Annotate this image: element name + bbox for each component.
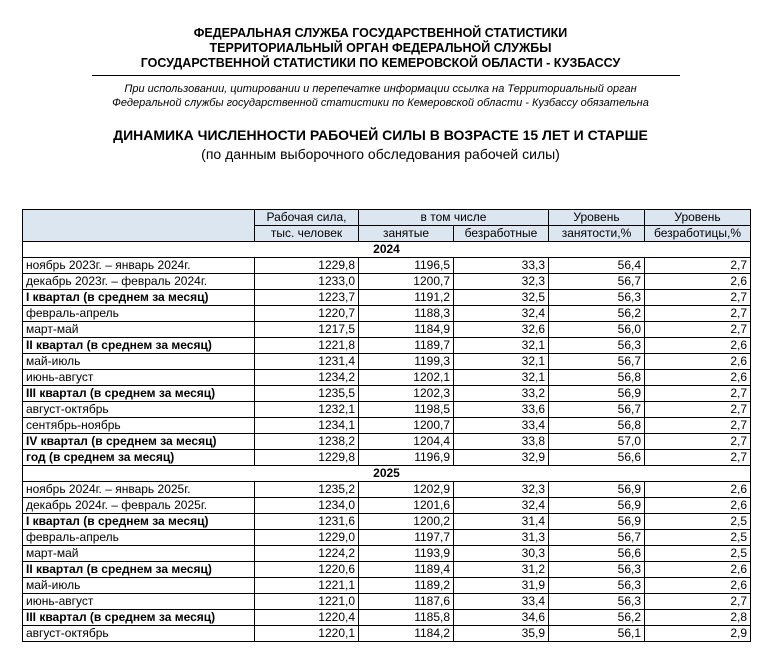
employed-cell: 1189,7 xyxy=(359,338,454,354)
labor-force-cell: 1224,2 xyxy=(255,546,359,562)
labor-force-cell: 1234,1 xyxy=(255,418,359,434)
unemployment-rate-cell: 2,6 xyxy=(645,354,751,370)
unemployment-rate-header: Уровень xyxy=(645,210,751,226)
labor-force-cell: 1220,6 xyxy=(255,562,359,578)
labor-force-cell: 1220,4 xyxy=(255,610,359,626)
unemployment-rate-cell: 2,7 xyxy=(645,450,751,466)
unemployed-cell: 32,6 xyxy=(454,322,549,338)
employed-cell: 1199,3 xyxy=(359,354,454,370)
period-cell: IV квартал (в среднем за месяц) xyxy=(23,434,255,450)
unemployed-cell: 32,1 xyxy=(454,370,549,386)
employed-cell: 1188,3 xyxy=(359,306,454,322)
employment-rate-cell: 57,0 xyxy=(549,434,645,450)
employed-cell: 1202,3 xyxy=(359,386,454,402)
labor-force-cell: 1229,8 xyxy=(255,258,359,274)
period-cell: август-октябрь xyxy=(23,626,255,642)
citation-note-line-1: При использовании, цитировании и перепечатке информации ссылка на Территориальный орган xyxy=(124,83,637,95)
period-cell: август-октябрь xyxy=(23,402,255,418)
employed-cell: 1196,9 xyxy=(359,450,454,466)
page-title: ДИНАМИКА ЧИСЛЕННОСТИ РАБОЧЕЙ СИЛЫ В ВОЗРАСТЕ 15 ЛЕТ И СТАРШЕ xyxy=(113,127,648,143)
employment-rate-cell: 56,3 xyxy=(549,562,645,578)
table-row xyxy=(23,482,751,498)
unemployment-rate-cell: 2,8 xyxy=(645,610,751,626)
employment-rate-cell: 56,9 xyxy=(549,498,645,514)
employed-cell: 1200,7 xyxy=(359,418,454,434)
unemployment-rate-cell: 2,5 xyxy=(645,530,751,546)
unemployment-rate-cell: 2,7 xyxy=(645,594,751,610)
table-row xyxy=(23,322,751,338)
employment-rate-header: Уровень xyxy=(549,210,645,226)
period-cell: II квартал (в среднем за месяц) xyxy=(23,562,255,578)
employed-cell: 1189,2 xyxy=(359,578,454,594)
unemployed-cell: 31,9 xyxy=(454,578,549,594)
labor-force-header: Рабочая сила, xyxy=(255,210,359,226)
labor-force-cell: 1221,8 xyxy=(255,338,359,354)
employment-rate-cell: 56,3 xyxy=(549,290,645,306)
table-row xyxy=(23,354,751,370)
unemployment-rate-cell: 2,6 xyxy=(645,370,751,386)
unemployed-cell: 32,4 xyxy=(454,498,549,514)
period-cell: II квартал (в среднем за месяц) xyxy=(23,338,255,354)
table-row xyxy=(23,546,751,562)
period-cell: год (в среднем за месяц) xyxy=(23,450,255,466)
unemployed-cell: 31,3 xyxy=(454,530,549,546)
unemployed-header: безработные xyxy=(454,226,549,242)
unemployment-rate-cell: 2,7 xyxy=(645,258,751,274)
unemployment-rate-cell: 2,7 xyxy=(645,418,751,434)
period-cell: июнь-август xyxy=(23,594,255,610)
labor-force-cell: 1232,1 xyxy=(255,402,359,418)
labor-force-cell: 1234,2 xyxy=(255,370,359,386)
employment-rate-cell: 56,7 xyxy=(549,402,645,418)
unemployed-cell: 32,1 xyxy=(454,354,549,370)
unemployed-cell: 32,5 xyxy=(454,290,549,306)
unemployment-rate-cell: 2,5 xyxy=(645,514,751,530)
employment-rate-cell: 56,3 xyxy=(549,338,645,354)
employed-cell: 1202,9 xyxy=(359,482,454,498)
employment-rate-unit-header: занятости,% xyxy=(549,226,645,242)
labor-force-cell: 1229,8 xyxy=(255,450,359,466)
unemployment-rate-cell: 2,6 xyxy=(645,578,751,594)
table-row xyxy=(23,402,751,418)
employment-rate-cell: 56,7 xyxy=(549,530,645,546)
employment-rate-cell: 56,8 xyxy=(549,370,645,386)
unemployment-rate-cell: 2,6 xyxy=(645,338,751,354)
period-cell: февраль-апрель xyxy=(23,306,255,322)
table-row xyxy=(23,626,751,642)
unemployment-rate-cell: 2,6 xyxy=(645,498,751,514)
labor-force-cell: 1220,7 xyxy=(255,306,359,322)
table-row xyxy=(23,562,751,578)
labor-force-cell: 1221,0 xyxy=(255,594,359,610)
employed-cell: 1201,6 xyxy=(359,498,454,514)
employment-rate-cell: 56,2 xyxy=(549,610,645,626)
table-row xyxy=(23,578,751,594)
table-row xyxy=(23,258,751,274)
period-cell: июнь-август xyxy=(23,370,255,386)
header-divider xyxy=(92,75,680,76)
period-cell: I квартал (в среднем за месяц) xyxy=(23,514,255,530)
labor-force-cell: 1220,1 xyxy=(255,626,359,642)
unemployed-cell: 31,4 xyxy=(454,514,549,530)
period-cell: декабрь 2023г. – февраль 2024г. xyxy=(23,274,255,290)
employment-rate-cell: 56,6 xyxy=(549,450,645,466)
unemployed-cell: 32,1 xyxy=(454,338,549,354)
unemployment-rate-cell: 2,7 xyxy=(645,402,751,418)
period-cell: III квартал (в среднем за месяц) xyxy=(23,610,255,626)
agency-name-line-2: ТЕРРИТОРИАЛЬНЫЙ ОРГАН ФЕДЕРАЛЬНОЙ СЛУЖБЫ xyxy=(209,41,552,55)
labor-force-cell: 1231,4 xyxy=(255,354,359,370)
table-row xyxy=(23,434,751,450)
employment-rate-cell: 56,2 xyxy=(549,306,645,322)
unemployed-cell: 32,3 xyxy=(454,482,549,498)
table-row xyxy=(23,306,751,322)
labor-force-cell: 1231,6 xyxy=(255,514,359,530)
table-row xyxy=(23,338,751,354)
table-row xyxy=(23,450,751,466)
table-row xyxy=(23,370,751,386)
table-row xyxy=(23,530,751,546)
employed-cell: 1184,9 xyxy=(359,322,454,338)
employed-cell: 1197,7 xyxy=(359,530,454,546)
including-header: в том числе xyxy=(359,210,549,226)
unemployment-rate-cell: 2,7 xyxy=(645,306,751,322)
page-subtitle: (по данным выборочного обследования рабочей силы) xyxy=(201,146,560,162)
table-row xyxy=(23,290,751,306)
unemployment-rate-cell: 2,7 xyxy=(645,386,751,402)
unemployment-rate-cell: 2,7 xyxy=(645,434,751,450)
unemployment-rate-cell: 2,5 xyxy=(645,546,751,562)
employment-rate-cell: 56,9 xyxy=(549,482,645,498)
unemployed-cell: 32,3 xyxy=(454,274,549,290)
employed-header: занятые xyxy=(359,226,454,242)
unemployment-rate-unit-header: безработицы,% xyxy=(645,226,751,242)
employment-rate-cell: 56,3 xyxy=(549,594,645,610)
employment-rate-cell: 56,4 xyxy=(549,258,645,274)
employed-cell: 1198,5 xyxy=(359,402,454,418)
table-row xyxy=(23,610,751,626)
employment-rate-cell: 56,3 xyxy=(549,578,645,594)
employment-rate-cell: 56,9 xyxy=(549,386,645,402)
labor-force-table xyxy=(22,209,751,642)
unemployed-cell: 32,4 xyxy=(454,306,549,322)
unemployed-cell: 30,3 xyxy=(454,546,549,562)
employment-rate-cell: 56,0 xyxy=(549,322,645,338)
labor-force-cell: 1238,2 xyxy=(255,434,359,450)
unemployed-cell: 33,4 xyxy=(454,418,549,434)
employment-rate-cell: 56,6 xyxy=(549,546,645,562)
employed-cell: 1191,2 xyxy=(359,290,454,306)
employment-rate-cell: 56,8 xyxy=(549,418,645,434)
labor-force-cell: 1234,0 xyxy=(255,498,359,514)
table-row xyxy=(23,498,751,514)
labor-force-cell: 1235,5 xyxy=(255,386,359,402)
employment-rate-cell: 56,1 xyxy=(549,626,645,642)
period-cell: февраль-апрель xyxy=(23,530,255,546)
citation-note-line-2: Федеральной службы государственной статистики по Кемеровской области - Кузбассу обязательна xyxy=(112,97,649,109)
unemployed-cell: 35,9 xyxy=(454,626,549,642)
employment-rate-cell: 56,9 xyxy=(549,514,645,530)
table-row xyxy=(23,274,751,290)
year-row xyxy=(23,242,751,258)
period-cell: III квартал (в среднем за месяц) xyxy=(23,386,255,402)
table-row xyxy=(23,386,751,402)
period-cell: I квартал (в среднем за месяц) xyxy=(23,290,255,306)
labor-force-cell: 1221,1 xyxy=(255,578,359,594)
year-row xyxy=(23,466,751,482)
labor-force-cell: 1233,0 xyxy=(255,274,359,290)
agency-name-line-3: ГОСУДАРСТВЕННОЙ СТАТИСТИКИ ПО КЕМЕРОВСКОЙ ОБЛАСТИ - КУЗБАССУ xyxy=(140,56,621,70)
table-row xyxy=(23,418,751,434)
period-cell: декабрь 2024г. – февраль 2025г. xyxy=(23,498,255,514)
period-cell: ноябрь 2024г. – январь 2025г. xyxy=(23,482,255,498)
unemployed-cell: 32,9 xyxy=(454,450,549,466)
employed-cell: 1193,9 xyxy=(359,546,454,562)
employment-rate-cell: 56,7 xyxy=(549,354,645,370)
employed-cell: 1187,6 xyxy=(359,594,454,610)
unemployed-cell: 34,6 xyxy=(454,610,549,626)
unemployed-cell: 33,4 xyxy=(454,594,549,610)
unemployment-rate-cell: 2,7 xyxy=(645,290,751,306)
period-cell: май-июль xyxy=(23,578,255,594)
unemployed-cell: 33,2 xyxy=(454,386,549,402)
unemployed-cell: 33,8 xyxy=(454,434,549,450)
unemployment-rate-cell: 2,6 xyxy=(645,482,751,498)
employed-cell: 1196,5 xyxy=(359,258,454,274)
employed-cell: 1200,2 xyxy=(359,514,454,530)
agency-name-line-1: ФЕДЕРАЛЬНАЯ СЛУЖБА ГОСУДАРСТВЕННОЙ СТАТИСТИКИ xyxy=(193,26,568,40)
period-cell: март-май xyxy=(23,546,255,562)
employed-cell: 1200,7 xyxy=(359,274,454,290)
period-cell: сентябрь-ноябрь xyxy=(23,418,255,434)
employed-cell: 1204,4 xyxy=(359,434,454,450)
employed-cell: 1202,1 xyxy=(359,370,454,386)
table-row xyxy=(23,514,751,530)
labor-force-cell: 1229,0 xyxy=(255,530,359,546)
period-header xyxy=(23,210,255,242)
period-cell: ноябрь 2023г. – январь 2024г. xyxy=(23,258,255,274)
year-label: 2024 xyxy=(23,242,751,258)
labor-force-unit-header: тыс. человек xyxy=(255,226,359,242)
unemployed-cell: 33,3 xyxy=(454,258,549,274)
labor-force-cell: 1223,7 xyxy=(255,290,359,306)
unemployment-rate-cell: 2,9 xyxy=(645,626,751,642)
employed-cell: 1184,2 xyxy=(359,626,454,642)
employment-rate-cell: 56,7 xyxy=(549,274,645,290)
unemployed-cell: 31,2 xyxy=(454,562,549,578)
labor-force-cell: 1235,2 xyxy=(255,482,359,498)
year-label: 2025 xyxy=(23,466,751,482)
table-row xyxy=(23,594,751,610)
period-cell: март-май xyxy=(23,322,255,338)
unemployment-rate-cell: 2,6 xyxy=(645,274,751,290)
period-cell: май-июль xyxy=(23,354,255,370)
unemployed-cell: 33,6 xyxy=(454,402,549,418)
employed-cell: 1185,8 xyxy=(359,610,454,626)
unemployment-rate-cell: 2,7 xyxy=(645,322,751,338)
labor-force-cell: 1217,5 xyxy=(255,322,359,338)
unemployment-rate-cell: 2,6 xyxy=(645,562,751,578)
employed-cell: 1189,4 xyxy=(359,562,454,578)
